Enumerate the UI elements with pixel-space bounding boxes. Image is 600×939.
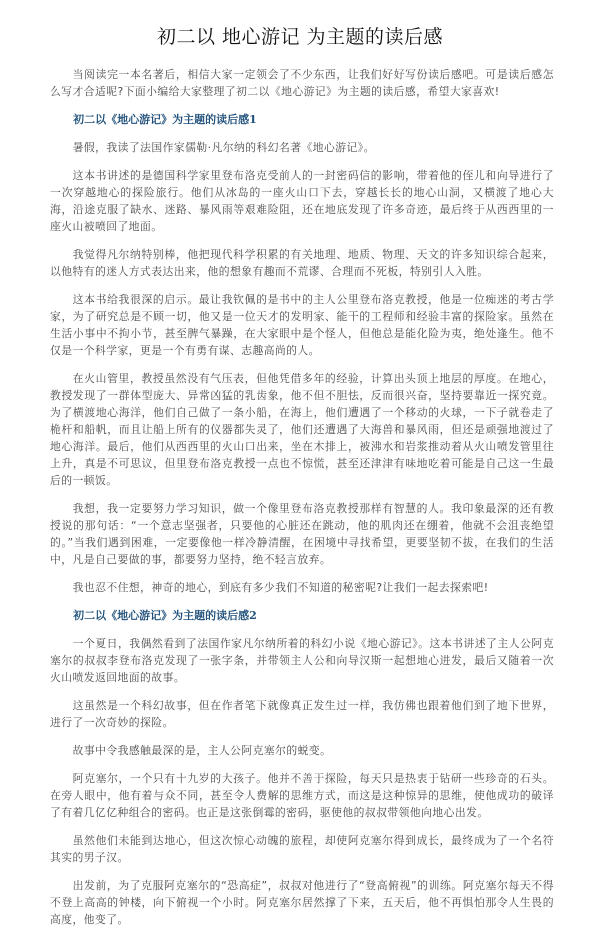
paragraph: 阿克塞尔，一个只有十九岁的大孩子。他并不善于探险，每天只是热衷于钻研一些珍奇的石头。在旁人眼中，他有着与众不同，甚至令人费解的思维方式，而这是这种惊异的思维，使他成功的破译了有着几亿亿种组合的密码。也正是这张倒霉的密码，驱使他的叔叔带领他向地心出发。 bbox=[50, 772, 554, 819]
paragraph: 暑假，我读了法国作家儒勒·凡尔纳的科幻名著《地心游记》。 bbox=[72, 141, 375, 154]
section-heading: 初二以《地心游记》为主题的读后感2 bbox=[73, 609, 257, 622]
paragraph: 在火山管里，教授虽然没有气压表，但他凭借多年的经验，计算出头顶上地层的厚度。在地心，教授发现了一群体型庞大、异常凶猛的乳齿象，他不但不胆怯，反而很兴奋，坚持要靠近一探究竟。为了横渡地心海洋，他们自己做了一条小船，在海上，他们遭遇了一个移动的火球，一下子就卷走了桅杆和船帆，而且让船上所有的仪器都失灵了，他们还遭遇了大海兽和暴风雨，但还是顽强地渡过了地心海洋。最后，他们从西西里的火山口出来，坐在木排上，被沸水和岩浆推动着从火山喷发管里往上升，真是不可思议，但里登布洛克教授一点也不惊慌，甚至还津津有味地吃着可能是自己这一生最后的一顿饭。 bbox=[50, 372, 554, 487]
paragraph: 这虽然是一个科幻故事，但在作者笔下就像真正发生过一样，我仿佛也跟着他们到了地下世界，进行了一次奇妙的探险。 bbox=[50, 699, 554, 729]
paragraph: 出发前，为了克服阿克塞尔的“恐高症”，叔叔对他进行了“登高俯视”的训练。阿克塞尔每天不得不登上高高的钟楼，向下俯视一个小时。阿克塞尔居然撑了下来，五天后，他不再惧怕那令人生畏的高度，他变了。 bbox=[50, 879, 554, 926]
paragraph: 我也忍不住想，神奇的地心，到底有多少我们不知道的秘密呢?让我们一起去探索吧! bbox=[72, 581, 489, 594]
section-heading: 初二以《地心游记》为主题的读后感1 bbox=[73, 113, 257, 126]
paragraph: 一个夏日，我偶然看到了法国作家凡尔纳所着的科幻小说《地心游记》。这本书讲述了主人公阿克塞尔的叔叔李登布洛克发现了一张字条，并带领主人公和向导汉斯一起想地心进发，最后又随着一次火山喷发返回地面的故事。 bbox=[50, 637, 554, 684]
paragraph: 这本书给我很深的启示。最让我钦佩的是书中的主人公里登布洛克教授，他是一位痴迷的考古学家，为了研究总是不顾一切，他又是一位天才的发明家、能干的工程师和经验丰富的探险家。虽然在生活小事中不拘小节，甚至脾气暴躁，在大家眼中是个怪人，但他总是能化险为夷，绝处逢生。他不仅是一个科学家，更是一个有勇有谋、志趣高尚的人。 bbox=[50, 293, 554, 357]
section-2 bbox=[50, 607, 554, 928]
paragraph: 我觉得凡尔纳特别棒，他把现代科学积累的有关地理、地质、物理、天文的许多知识综合起来，以他特有的迷人方式表达出来，他的想象有趣而不荒谬、合理而不死板，特别引人入胜。 bbox=[50, 248, 554, 278]
document-body bbox=[50, 66, 554, 939]
paragraph: 故事中令我感触最深的是，主人公阿克塞尔的蜕变。 bbox=[72, 744, 332, 757]
section-1 bbox=[50, 111, 554, 596]
intro-paragraph: 当阅读完一本名著后，相信大家一定领会了不少东西，让我们好好写份读后感吧。可是读后感怎么写才合适呢?下面小编给大家整理了初二以《地心游记》为主题的读后感，希望大家喜欢! bbox=[50, 68, 554, 98]
page-title: 初二以 地心游记 为主题的读后感 bbox=[156, 26, 444, 48]
paragraph: 我想，我一定要努力学习知识，做一个像里登布洛克教授那样有智慧的人。我印象最深的还有教授说的那句话：“一个意志坚强者，只要他的心脏还在跳动，他的肌肉还在绷着，他就不会沮丧绝望的。”当我们遇到困难，一定要像他一样冷静清醒，在困境中寻找希望，更要坚韧不拔，在我们的生活中，凡是自己要做的事，都要努力坚持，绝不轻言放弃。 bbox=[50, 502, 554, 566]
paragraph: 虽然他们未能到达地心，但这次惊心动魄的旅程，却使阿克塞尔得到成长，最终成为了一个名符其实的男子汉。 bbox=[50, 834, 554, 864]
paragraph: 这本书讲述的是德国科学家里登布洛克受前人的一封密码信的影响，带着他的侄儿和向导进行了一次穿越地心的探险旅行。他们从冰岛的一座火山口下去，穿越长长的地心山洞，又横渡了地心大海，沿途克服了缺水、迷路、暴风雨等艰难险阻，还在地底发现了许多奇迹，最后终于从西西里的一座火山被喷回了地面。 bbox=[50, 169, 554, 233]
